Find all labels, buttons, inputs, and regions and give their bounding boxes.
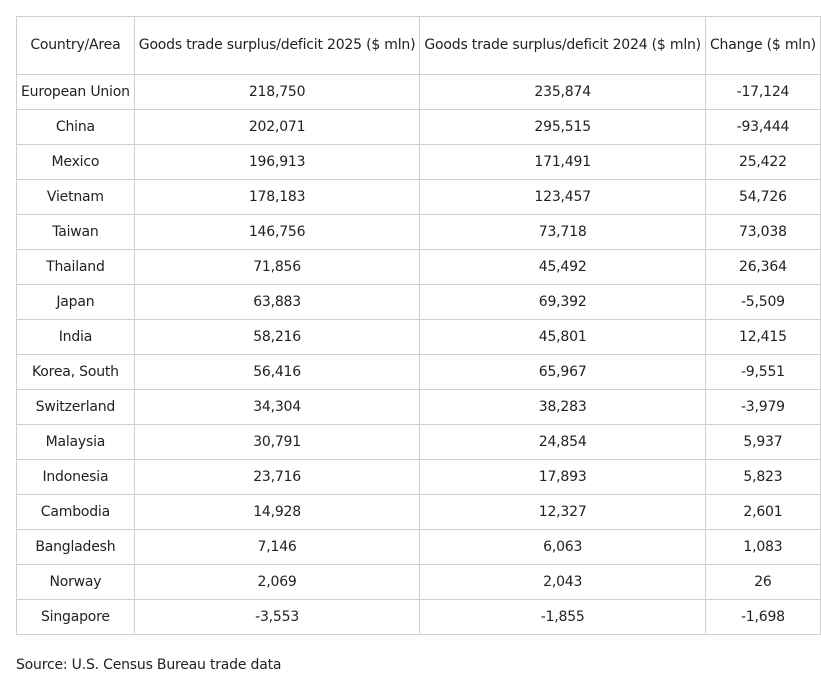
value-2024-cell: 45,492	[420, 250, 706, 285]
change-cell: 26,364	[705, 250, 820, 285]
table-row	[17, 75, 821, 110]
value-2025-cell: 178,183	[134, 180, 420, 215]
country-cell: China	[17, 110, 135, 145]
change-cell: -9,551	[705, 355, 820, 390]
table-row	[17, 495, 821, 530]
country-cell: Cambodia	[17, 495, 135, 530]
change-cell: 25,422	[705, 145, 820, 180]
country-cell: Singapore	[17, 600, 135, 635]
table-row	[17, 425, 821, 460]
country-cell: Korea, South	[17, 355, 135, 390]
source-note: Source: U.S. Census Bureau trade data	[16, 657, 282, 673]
country-cell: Norway	[17, 565, 135, 600]
change-cell: -1,698	[705, 600, 820, 635]
country-cell: Thailand	[17, 250, 135, 285]
country-cell: India	[17, 320, 135, 355]
table-header-row	[17, 17, 821, 75]
column-header-2025: Goods trade surplus/deficit 2025 ($ mln)	[134, 17, 420, 75]
table-row	[17, 215, 821, 250]
value-2025-cell: 30,791	[134, 425, 420, 460]
table-row	[17, 355, 821, 390]
value-2024-cell: 123,457	[420, 180, 706, 215]
value-2024-cell: 235,874	[420, 75, 706, 110]
table-row	[17, 390, 821, 425]
country-cell: Malaysia	[17, 425, 135, 460]
value-2024-cell: 12,327	[420, 495, 706, 530]
value-2024-cell: 38,283	[420, 390, 706, 425]
value-2024-cell: 295,515	[420, 110, 706, 145]
country-cell: Mexico	[17, 145, 135, 180]
column-header-2024: Goods trade surplus/deficit 2024 ($ mln)	[420, 17, 706, 75]
change-cell: 26	[705, 565, 820, 600]
change-cell: 73,038	[705, 215, 820, 250]
value-2024-cell: 69,392	[420, 285, 706, 320]
value-2024-cell: 171,491	[420, 145, 706, 180]
change-cell: 5,823	[705, 460, 820, 495]
change-cell: -93,444	[705, 110, 820, 145]
value-2025-cell: 202,071	[134, 110, 420, 145]
value-2025-cell: 218,750	[134, 75, 420, 110]
value-2024-cell: 73,718	[420, 215, 706, 250]
column-header-country: Country/Area	[17, 17, 135, 75]
country-cell: Switzerland	[17, 390, 135, 425]
table-row	[17, 285, 821, 320]
value-2025-cell: 58,216	[134, 320, 420, 355]
change-cell: -3,979	[705, 390, 820, 425]
value-2025-cell: 14,928	[134, 495, 420, 530]
value-2024-cell: 2,043	[420, 565, 706, 600]
value-2025-cell: 56,416	[134, 355, 420, 390]
country-cell: Japan	[17, 285, 135, 320]
country-cell: Bangladesh	[17, 530, 135, 565]
table-row	[17, 460, 821, 495]
country-cell: European Union	[17, 75, 135, 110]
change-cell: 1,083	[705, 530, 820, 565]
value-2025-cell: 2,069	[134, 565, 420, 600]
change-cell: -5,509	[705, 285, 820, 320]
value-2025-cell: 146,756	[134, 215, 420, 250]
table-row	[17, 530, 821, 565]
table-body	[17, 75, 821, 635]
table-row	[17, 250, 821, 285]
table-row	[17, 565, 821, 600]
trade-table	[16, 16, 821, 635]
change-cell: 2,601	[705, 495, 820, 530]
value-2025-cell: 196,913	[134, 145, 420, 180]
country-cell: Indonesia	[17, 460, 135, 495]
value-2024-cell: 45,801	[420, 320, 706, 355]
change-cell: 54,726	[705, 180, 820, 215]
change-cell: 5,937	[705, 425, 820, 460]
value-2025-cell: -3,553	[134, 600, 420, 635]
table-row	[17, 145, 821, 180]
change-cell: -17,124	[705, 75, 820, 110]
table-row	[17, 600, 821, 635]
value-2024-cell: 24,854	[420, 425, 706, 460]
table-row	[17, 320, 821, 355]
country-cell: Vietnam	[17, 180, 135, 215]
value-2025-cell: 7,146	[134, 530, 420, 565]
value-2024-cell: -1,855	[420, 600, 706, 635]
value-2025-cell: 23,716	[134, 460, 420, 495]
change-cell: 12,415	[705, 320, 820, 355]
value-2025-cell: 34,304	[134, 390, 420, 425]
value-2025-cell: 71,856	[134, 250, 420, 285]
table-row	[17, 110, 821, 145]
value-2024-cell: 65,967	[420, 355, 706, 390]
column-header-change: Change ($ mln)	[705, 17, 820, 75]
country-cell: Taiwan	[17, 215, 135, 250]
value-2025-cell: 63,883	[134, 285, 420, 320]
table-row	[17, 180, 821, 215]
value-2024-cell: 6,063	[420, 530, 706, 565]
value-2024-cell: 17,893	[420, 460, 706, 495]
